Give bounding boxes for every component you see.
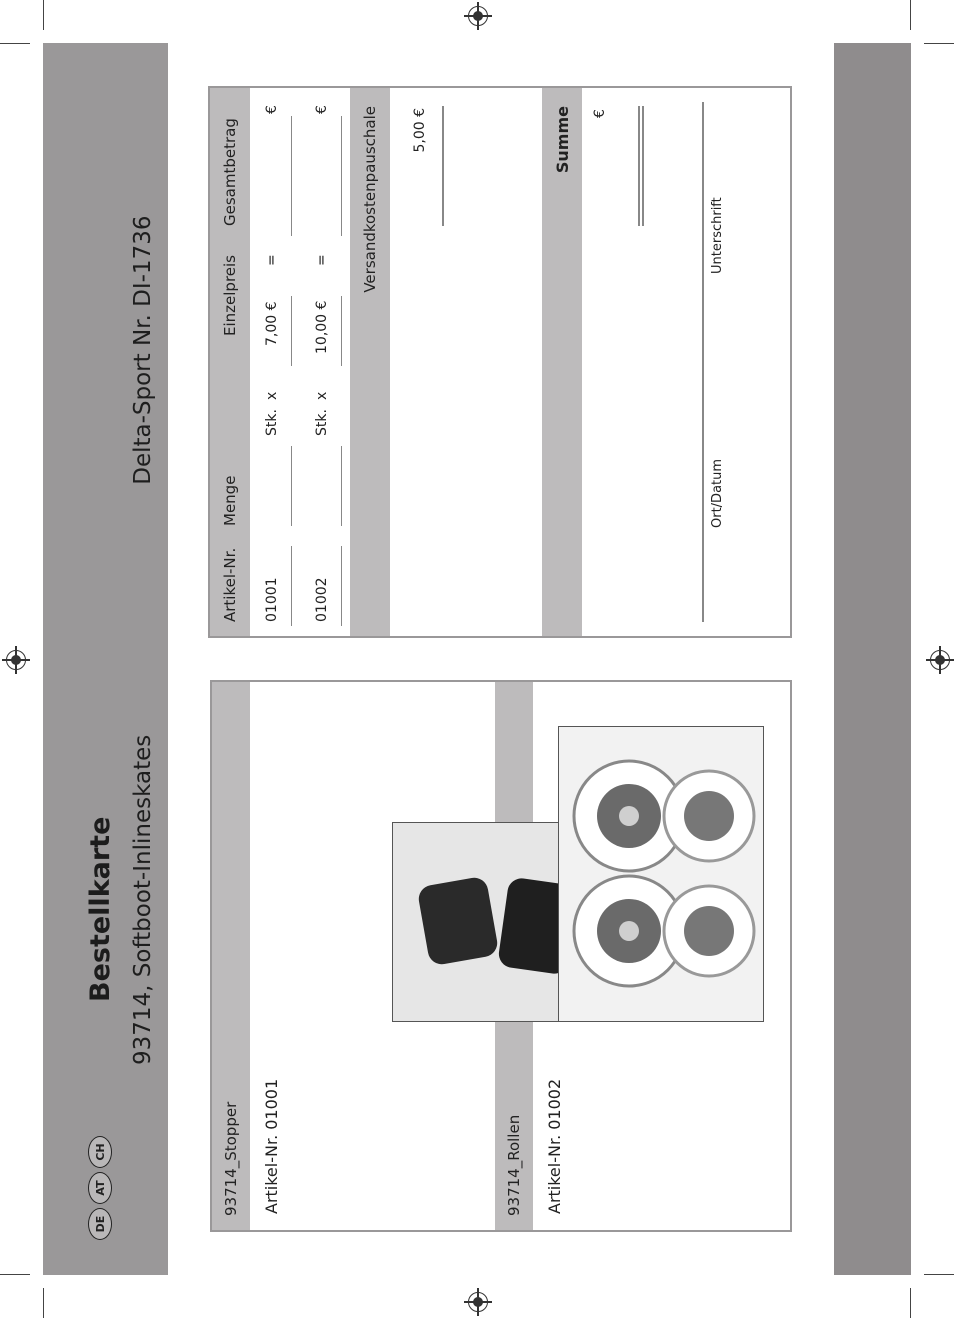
crop-mark — [924, 1274, 954, 1275]
times-sign: x — [314, 391, 330, 400]
crop-mark — [0, 1274, 30, 1275]
sum-line — [638, 106, 640, 226]
quantity-field[interactable] — [341, 446, 343, 526]
article-line — [291, 546, 293, 626]
header — [80, 40, 164, 1240]
article-line — [341, 546, 343, 626]
wheels-photo — [558, 726, 764, 1022]
product-card — [533, 682, 778, 1230]
shipping-value: 5,00 € — [412, 108, 428, 153]
registration-mark-icon — [6, 650, 26, 670]
sum-currency: € — [592, 109, 608, 118]
product-article: Artikel-Nr. 01001 — [262, 1078, 281, 1214]
currency-sign: € — [264, 105, 280, 114]
product-panel — [210, 680, 792, 1232]
shipping-header — [350, 88, 390, 636]
company-number: Delta-Sport Nr. DI-1736 — [130, 215, 156, 485]
unit-label: Stk. — [314, 409, 330, 436]
crop-mark — [43, 0, 44, 30]
wheels-icon — [559, 727, 763, 1021]
sum-line — [642, 106, 644, 226]
right-band — [834, 43, 911, 1275]
table-row — [300, 88, 350, 636]
quantity-field[interactable] — [291, 446, 293, 526]
total-field[interactable] — [291, 116, 293, 236]
unit-price: 7,00 € — [264, 301, 280, 346]
product-article: Artikel-Nr. 01002 — [545, 1078, 564, 1214]
place-date-label: Ort/Datum — [710, 458, 725, 528]
registration-mark-icon — [468, 1292, 488, 1312]
sum-label: Summe — [552, 106, 572, 174]
equals-sign: = — [314, 254, 330, 266]
signature-label: Unterschrift — [710, 197, 725, 274]
crop-mark — [43, 1288, 44, 1318]
shipping-line — [442, 106, 444, 226]
product-name: 93714_Stopper — [222, 1101, 240, 1216]
total-field[interactable] — [341, 116, 343, 236]
crop-mark — [910, 0, 911, 30]
column-header: Menge — [221, 475, 239, 526]
article-number: 01002 — [314, 577, 330, 622]
price-line — [291, 296, 293, 366]
registration-mark-icon — [468, 6, 488, 26]
times-sign: x — [264, 391, 280, 400]
price-line — [341, 296, 343, 366]
unit-label: Stk. — [264, 409, 280, 436]
page-title: Bestellkarte — [84, 816, 116, 1002]
order-table-header — [210, 88, 250, 636]
column-header: Artikel-Nr. — [221, 547, 239, 622]
shipping-label: Versandkostenpauschale — [361, 106, 379, 293]
unit-price: 10,00 € — [314, 300, 330, 354]
sum-row — [582, 88, 740, 636]
product-name: 93714_Rollen — [505, 1114, 523, 1216]
page-subtitle: 93714, Softboot-Inlineskates — [130, 734, 156, 1065]
crop-mark — [924, 43, 954, 44]
table-row — [250, 88, 300, 636]
flag-at-badge: AT — [88, 1172, 112, 1204]
signature-line[interactable] — [702, 102, 704, 622]
flag-ch-badge: CH — [88, 1136, 112, 1168]
crop-mark — [910, 1288, 911, 1318]
product-header — [212, 682, 250, 1230]
crop-mark — [0, 43, 30, 44]
product-card — [250, 682, 495, 1230]
shipping-row — [390, 88, 542, 636]
sum-header — [542, 88, 582, 636]
article-number: 01001 — [264, 577, 280, 622]
equals-sign: = — [264, 254, 280, 266]
registration-mark-icon — [930, 650, 950, 670]
flag-de-badge: DE — [88, 1208, 112, 1240]
column-header: Gesamtbetrag — [221, 118, 239, 226]
currency-sign: € — [314, 105, 330, 114]
order-panel — [208, 86, 792, 638]
column-header: Einzelpreis — [221, 255, 239, 336]
